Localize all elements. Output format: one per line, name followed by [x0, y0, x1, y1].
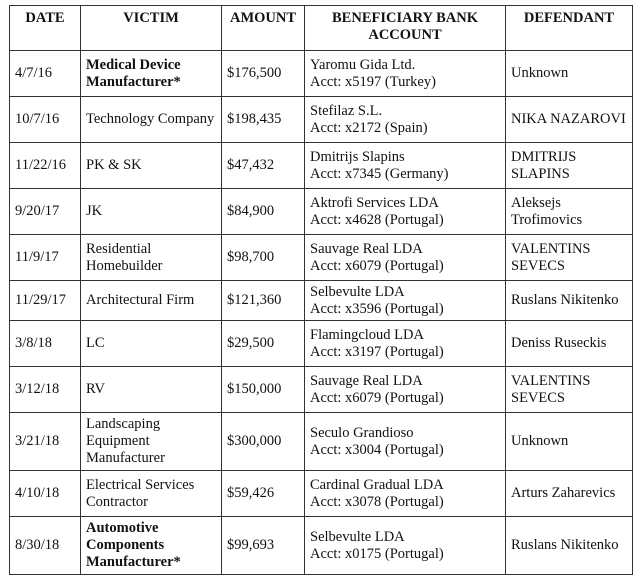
victim-cell [81, 517, 222, 575]
amount-cell [222, 51, 305, 97]
victim-text: Automotive Components Manufacturer* [86, 520, 181, 570]
amount-text: $84,900 [227, 203, 275, 219]
header-row [10, 6, 633, 51]
defendant-text: Deniss Ruseckis [511, 335, 607, 351]
bank-account-text: Seculo Grandioso [310, 424, 414, 441]
account-number: Acct: x3078 (Portugal) [310, 493, 444, 510]
bank-account-cell [305, 51, 506, 97]
victim-text: RV [86, 381, 105, 397]
bank-account-cell [305, 413, 506, 471]
defendant-text: Unknown [511, 65, 569, 81]
date-cell [10, 189, 81, 235]
date-text: 3/21/18 [15, 433, 60, 449]
amount-text: $300,000 [227, 433, 282, 449]
date-text: 11/9/17 [15, 249, 59, 265]
table-row [10, 281, 633, 321]
victim-cell [81, 281, 222, 321]
amount-text: $47,432 [227, 157, 275, 173]
victim-text: Architectural Firm [86, 292, 195, 308]
defendant-cell [506, 51, 633, 97]
account-number: Acct: x6079 (Portugal) [310, 257, 444, 274]
amount-cell [222, 471, 305, 517]
table-row [10, 367, 633, 413]
header-amount: AMOUNT [222, 6, 305, 51]
defendant-text: Unknown [511, 433, 569, 449]
bank-account-text: Sauvage Real LDA [310, 240, 423, 257]
defendant-text: Ruslans Nikitenko [511, 537, 619, 553]
defendant-text: DMITRIJS SLAPINS [511, 148, 577, 182]
date-text: 10/7/16 [15, 111, 60, 127]
account-number: Acct: x7345 (Germany) [310, 165, 449, 182]
victim-text: Technology Company [86, 111, 215, 127]
victim-cell [81, 367, 222, 413]
victim-text: PK & SK [86, 157, 142, 173]
amount-text: $150,000 [227, 381, 282, 397]
defendant-cell [506, 235, 633, 281]
table-row [10, 235, 633, 281]
header-date: DATE [10, 6, 81, 51]
defendant-cell [506, 97, 633, 143]
account-number: Acct: x6079 (Portugal) [310, 389, 444, 406]
date-cell [10, 413, 81, 471]
victim-cell [81, 51, 222, 97]
table-row [10, 51, 633, 97]
account-number: Acct: x0175 (Portugal) [310, 545, 444, 562]
amount-cell [222, 235, 305, 281]
date-text: 4/10/18 [15, 485, 60, 501]
date-text: 3/8/18 [15, 335, 53, 351]
amount-text: $98,700 [227, 249, 275, 265]
table-row [10, 471, 633, 517]
table-row [10, 97, 633, 143]
date-cell [10, 51, 81, 97]
date-text: 9/20/17 [15, 203, 60, 219]
defendant-cell [506, 189, 633, 235]
victim-cell [81, 97, 222, 143]
date-cell [10, 471, 81, 517]
account-number: Acct: x3004 (Portugal) [310, 441, 444, 458]
amount-text: $29,500 [227, 335, 275, 351]
date-text: 11/22/16 [15, 157, 67, 173]
date-cell [10, 321, 81, 367]
victim-text: JK [86, 203, 103, 219]
bank-account-cell [305, 367, 506, 413]
wire-transfer-table [9, 5, 633, 575]
amount-text: $176,500 [227, 65, 282, 81]
date-cell [10, 367, 81, 413]
defendant-cell [506, 517, 633, 575]
defendant-text: Arturs Zaharevics [511, 485, 616, 501]
date-cell [10, 143, 81, 189]
victim-cell [81, 143, 222, 189]
victim-text: Medical Device Manufacturer* [86, 56, 181, 90]
victim-cell [81, 471, 222, 517]
defendant-cell [506, 281, 633, 321]
amount-cell [222, 321, 305, 367]
amount-text: $198,435 [227, 111, 282, 127]
bank-account-text: Aktrofi Services LDA [310, 194, 439, 211]
victim-text: Landscaping Equipment Manufacturer [86, 416, 165, 466]
bank-account-cell [305, 517, 506, 575]
bank-account-text: Sauvage Real LDA [310, 372, 423, 389]
defendant-text: VALENTINS SEVECS [511, 372, 591, 406]
bank-account-cell [305, 143, 506, 189]
victim-cell [81, 321, 222, 367]
header-victim: VICTIM [81, 6, 222, 51]
bank-account-text: Cardinal Gradual LDA [310, 476, 444, 493]
date-text: 4/7/16 [15, 65, 53, 81]
victim-text: Electrical Services Contractor [86, 476, 195, 510]
table-row [10, 143, 633, 189]
amount-cell [222, 413, 305, 471]
amount-text: $59,426 [227, 485, 275, 501]
bank-account-cell [305, 97, 506, 143]
date-text: 11/29/17 [15, 292, 67, 308]
account-number: Acct: x3197 (Portugal) [310, 343, 444, 360]
header-defendant: DEFENDANT [506, 6, 633, 51]
defendant-text: NIKA NAZAROVI [511, 111, 626, 127]
date-text: 8/30/18 [15, 537, 60, 553]
defendant-text: Aleksejs Trofimovics [511, 194, 583, 228]
victim-cell [81, 235, 222, 281]
table-row [10, 189, 633, 235]
table-row [10, 321, 633, 367]
bank-account-text: Selbevulte LDA [310, 283, 405, 300]
date-text: 3/12/18 [15, 381, 60, 397]
amount-cell [222, 281, 305, 321]
account-number: Acct: x5197 (Turkey) [310, 73, 436, 90]
victim-cell [81, 413, 222, 471]
account-number: Acct: x4628 (Portugal) [310, 211, 444, 228]
account-number: Acct: x2172 (Spain) [310, 119, 428, 136]
date-cell [10, 97, 81, 143]
bank-account-text: Dmitrijs Slapins [310, 148, 405, 165]
date-cell [10, 281, 81, 321]
defendant-cell [506, 143, 633, 189]
defendant-cell [506, 321, 633, 367]
defendant-text: Ruslans Nikitenko [511, 292, 619, 308]
victim-cell [81, 189, 222, 235]
bank-account-cell [305, 321, 506, 367]
bank-account-cell [305, 235, 506, 281]
defendant-cell [506, 367, 633, 413]
table-row [10, 517, 633, 575]
table-row [10, 413, 633, 471]
bank-account-cell [305, 281, 506, 321]
defendant-cell [506, 413, 633, 471]
amount-text: $99,693 [227, 537, 275, 553]
amount-text: $121,360 [227, 292, 282, 308]
bank-account-text: Stefilaz S.L. [310, 102, 383, 119]
bank-account-text: Selbevulte LDA [310, 528, 405, 545]
account-number: Acct: x3596 (Portugal) [310, 300, 444, 317]
bank-account-cell [305, 471, 506, 517]
victim-text: LC [86, 335, 105, 351]
defendant-cell [506, 471, 633, 517]
amount-cell [222, 517, 305, 575]
bank-account-text: Flamingcloud LDA [310, 326, 424, 343]
header-bank-account: BENEFICIARY BANK ACCOUNT [305, 6, 506, 51]
bank-account-text: Yaromu Gida Ltd. [310, 56, 416, 73]
bank-account-cell [305, 189, 506, 235]
date-cell [10, 517, 81, 575]
date-cell [10, 235, 81, 281]
victim-text: Residential Homebuilder [86, 240, 163, 274]
amount-cell [222, 143, 305, 189]
amount-cell [222, 189, 305, 235]
amount-cell [222, 97, 305, 143]
amount-cell [222, 367, 305, 413]
defendant-text: VALENTINS SEVECS [511, 240, 591, 274]
